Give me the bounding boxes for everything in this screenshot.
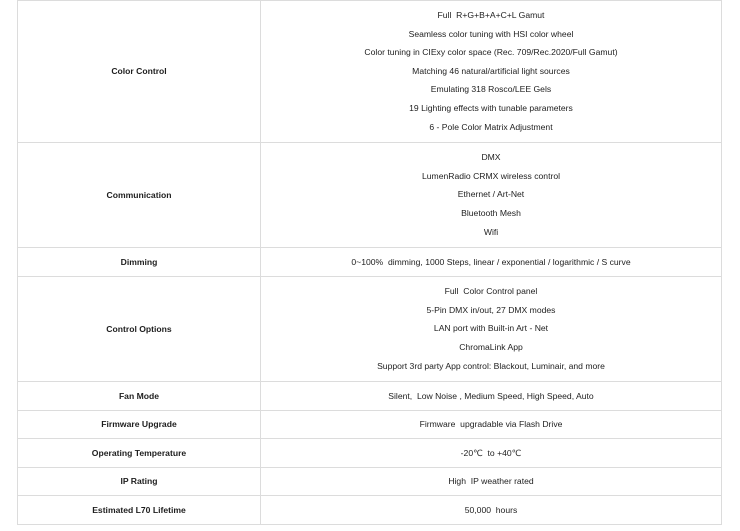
spec-table bbox=[17, 0, 722, 525]
spec-row-firmware-upgrade bbox=[18, 411, 722, 439]
spec-label: Fan Mode bbox=[18, 382, 261, 411]
spec-value-line: High IP weather rated bbox=[448, 476, 534, 487]
spec-value-line: Color tuning in CIExy color space (Rec. 709/Rec.2020/Full Gamut) bbox=[364, 47, 618, 58]
spec-value bbox=[261, 468, 722, 496]
spec-value bbox=[261, 143, 722, 248]
spec-row-color-control bbox=[18, 1, 722, 143]
spec-value-line: 6 - Pole Color Matrix Adjustment bbox=[429, 121, 553, 132]
spec-value-line: Emulating 318 Rosco/LEE Gels bbox=[430, 84, 552, 95]
spec-value-line: 19 Lighting effects with tunable parameters bbox=[409, 102, 573, 113]
spec-label: Firmware Upgrade bbox=[18, 411, 261, 439]
spec-row-communication bbox=[18, 143, 722, 248]
spec-row-fan-mode bbox=[18, 382, 722, 411]
spec-value-line: Bluetooth Mesh bbox=[461, 207, 521, 218]
spec-value-line: 0~100% dimming, 1000 Steps, linear / exponential / logarithmic / S curve bbox=[351, 256, 631, 267]
spec-value-line: 5-Pin DMX in/out, 27 DMX modes bbox=[426, 304, 556, 315]
spec-value bbox=[261, 496, 722, 525]
spec-label: Estimated L70 Lifetime bbox=[18, 496, 261, 525]
spec-row-estimated-l70-lifetime bbox=[18, 496, 722, 525]
spec-value-line: LumenRadio CRMX wireless control bbox=[421, 170, 561, 181]
spec-row-operating-temperature bbox=[18, 439, 722, 468]
spec-value-line: Seamless color tuning with HSI color wheel bbox=[408, 28, 574, 39]
spec-value-line: LAN port with Built-in Art - Net bbox=[433, 323, 549, 334]
spec-label: Communication bbox=[18, 143, 261, 248]
spec-value bbox=[261, 1, 722, 143]
spec-row-ip-rating bbox=[18, 468, 722, 496]
spec-label: Control Options bbox=[18, 277, 261, 382]
spec-value-line: Silent, Low Noise , Medium Speed, High Speed, Auto bbox=[388, 390, 594, 401]
spec-row-control-options bbox=[18, 277, 722, 382]
spec-value bbox=[261, 382, 722, 411]
spec-label: IP Rating bbox=[18, 468, 261, 496]
spec-label: Dimming bbox=[18, 248, 261, 277]
spec-value-line: Ethernet / Art-Net bbox=[457, 189, 525, 200]
spec-value-line: -20℃ to +40℃ bbox=[460, 447, 522, 458]
spec-label: Color Control bbox=[18, 1, 261, 143]
spec-value-line: 50,000 hours bbox=[464, 504, 518, 515]
spec-label: Operating Temperature bbox=[18, 439, 261, 468]
spec-value-line: ChromaLink App bbox=[459, 341, 523, 352]
spec-value-line: Firmware upgradable via Flash Drive bbox=[419, 419, 563, 430]
spec-value bbox=[261, 411, 722, 439]
spec-value-line: Full R+G+B+A+C+L Gamut bbox=[437, 10, 545, 20]
spec-value-line: Wifi bbox=[483, 226, 499, 237]
spec-value-line: DMX bbox=[481, 152, 501, 163]
spec-value-line: Matching 46 natural/artificial light sources bbox=[412, 65, 570, 76]
spec-value bbox=[261, 248, 722, 277]
spec-value-line: Full Color Control panel bbox=[444, 286, 538, 297]
spec-value bbox=[261, 439, 722, 468]
spec-value-line: Support 3rd party App control: Blackout, Luminair, and more bbox=[377, 360, 605, 371]
spec-row-dimming bbox=[18, 248, 722, 277]
spec-value bbox=[261, 277, 722, 382]
